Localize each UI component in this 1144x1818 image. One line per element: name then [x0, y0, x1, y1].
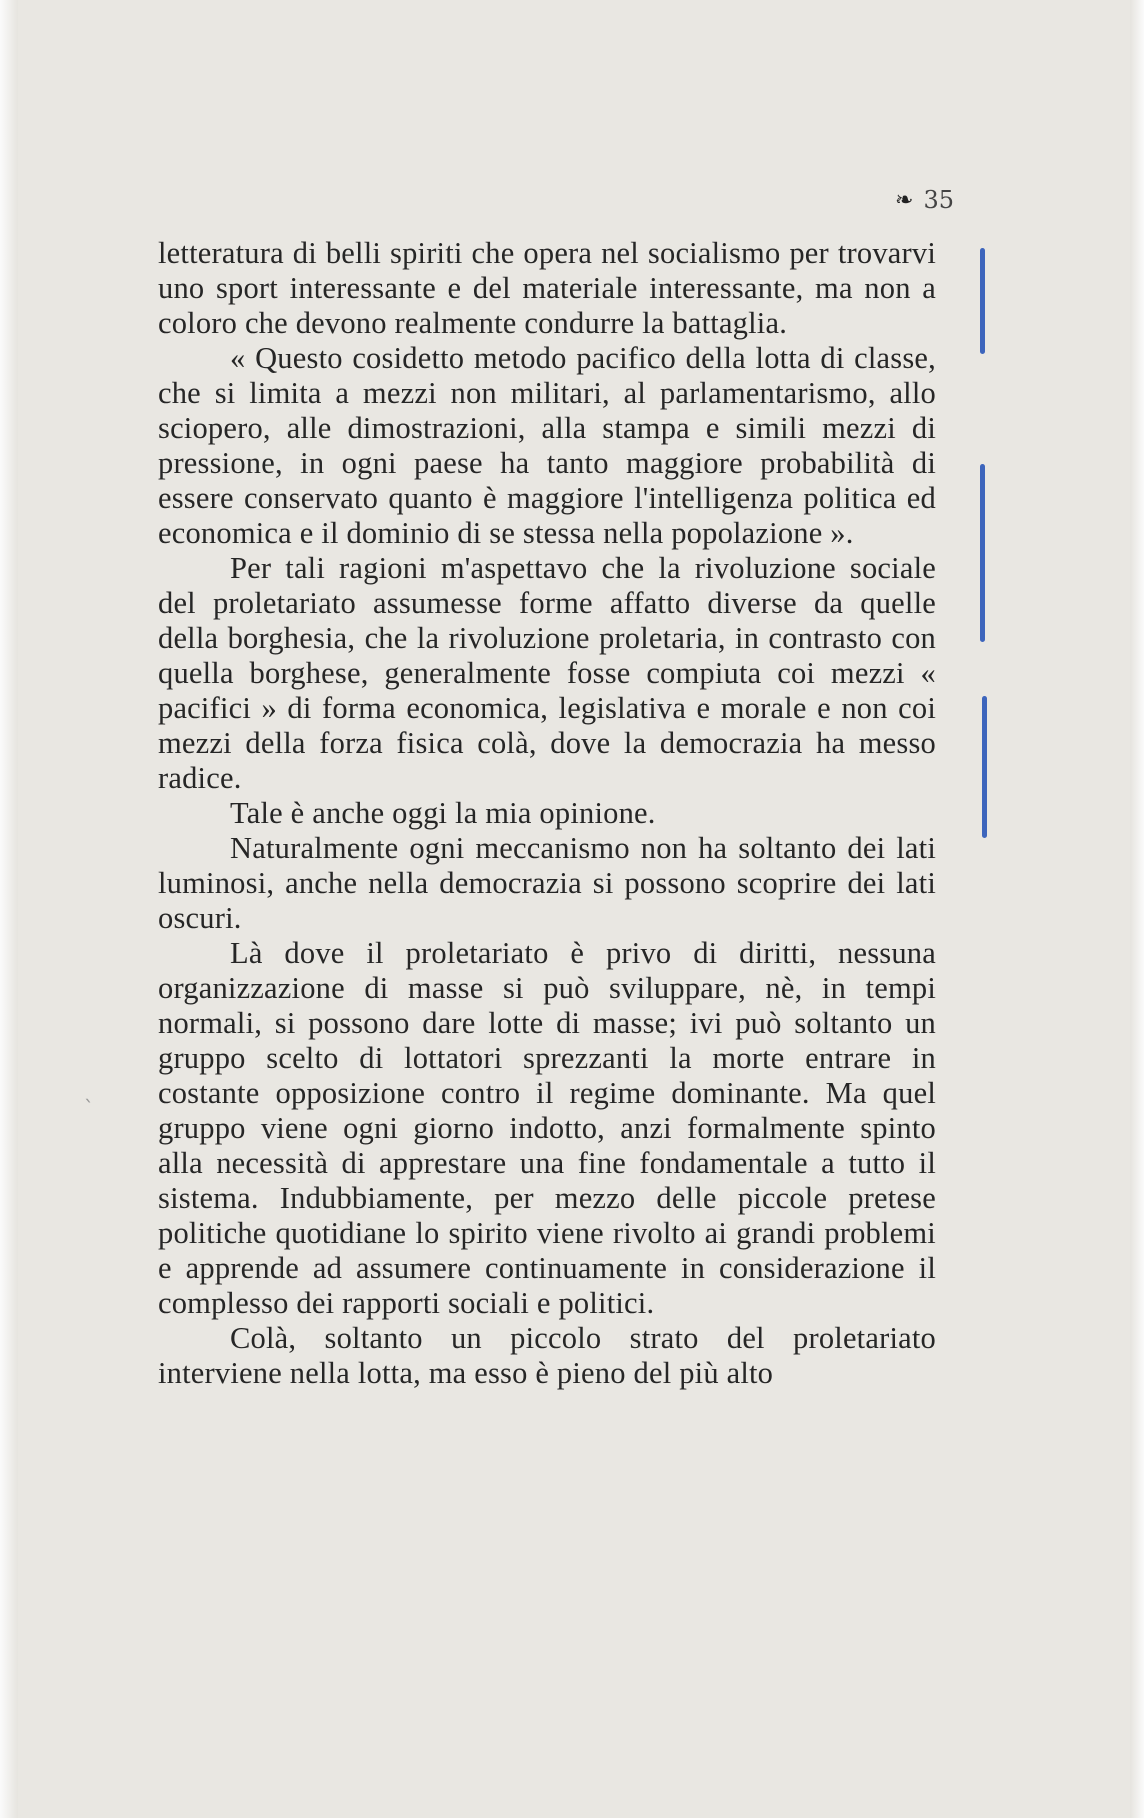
margin-mark-2	[980, 464, 985, 642]
margin-mark-1	[980, 248, 985, 354]
ornament-icon: ❧	[895, 187, 914, 213]
page-header	[895, 186, 954, 214]
paragraph-6: Là dove il proletariato è privo di diritti, nessuna organizzazione di masse si può sviluppare, nè, in tempi normali, si possono dare lotte di masse; ivi può soltanto un gruppo scelto di lottatori sprezzanti la morte entrare in costante opposizione contro il regime dominante. Ma quel gruppo viene ogni giorno indotto, anzi formalmente spinto alla necessità di apprestare una fine fondamentale a tutto il sistema. Indubbiamente, per mezzo delle piccole pretese politiche quotidiane lo spirito viene rivolto ai grandi problemi e apprende ad assumere continuamente in considerazione il complesso dei rapporti sociali e politici.	[158, 936, 936, 1320]
paragraph-3: Per tali ragioni m'aspettavo che la rivoluzione sociale del proletariato assumesse forme affatto diverse da quelle della borghesia, che la rivoluzione proletaria, in contrasto con quella borghese, generalmente fosse compiuta coi mezzi « pacifici » di forma economica, legislativa e morale e non coi mezzi della forza fisica colà, dove la democrazia ha messo radice.	[158, 551, 936, 795]
paragraph-4: Tale è anche oggi la mia opinione.	[230, 796, 656, 830]
paragraph-1: letteratura di belli spiriti che opera nel socialismo per trovarvi uno sport interessante e del materiale interessante, ma non a coloro che devono realmente condurre la battaglia.	[158, 236, 936, 340]
paragraph-2: « Questo cosidetto metodo pacifico della lotta di classe, che si limita a mezzi non militari, al parlamentarismo, allo sciopero, alle dimostrazioni, alla stampa e simili mezzi di pressione, in ogni paese ha tanto maggiore probabilità di essere conservato quanto è maggiore l'intelligenza politica ed economica e il dominio di se stessa nella popolazione ».	[158, 341, 936, 550]
paragraph-7: Colà, soltanto un piccolo strato del proletariato interviene nella lotta, ma esso è pieno del più alto	[158, 1321, 936, 1390]
page-number: 35	[923, 186, 954, 214]
paper-speck: ˋ	[84, 1096, 94, 1120]
body-text	[158, 236, 936, 1391]
margin-mark-3	[982, 696, 987, 838]
paragraph-5: Naturalmente ogni meccanismo non ha soltanto dei lati luminosi, anche nella democrazia si possono scoprire dei lati oscuri.	[158, 831, 936, 935]
page-edge-right	[1130, 0, 1144, 1818]
page-edge-left	[0, 0, 18, 1818]
